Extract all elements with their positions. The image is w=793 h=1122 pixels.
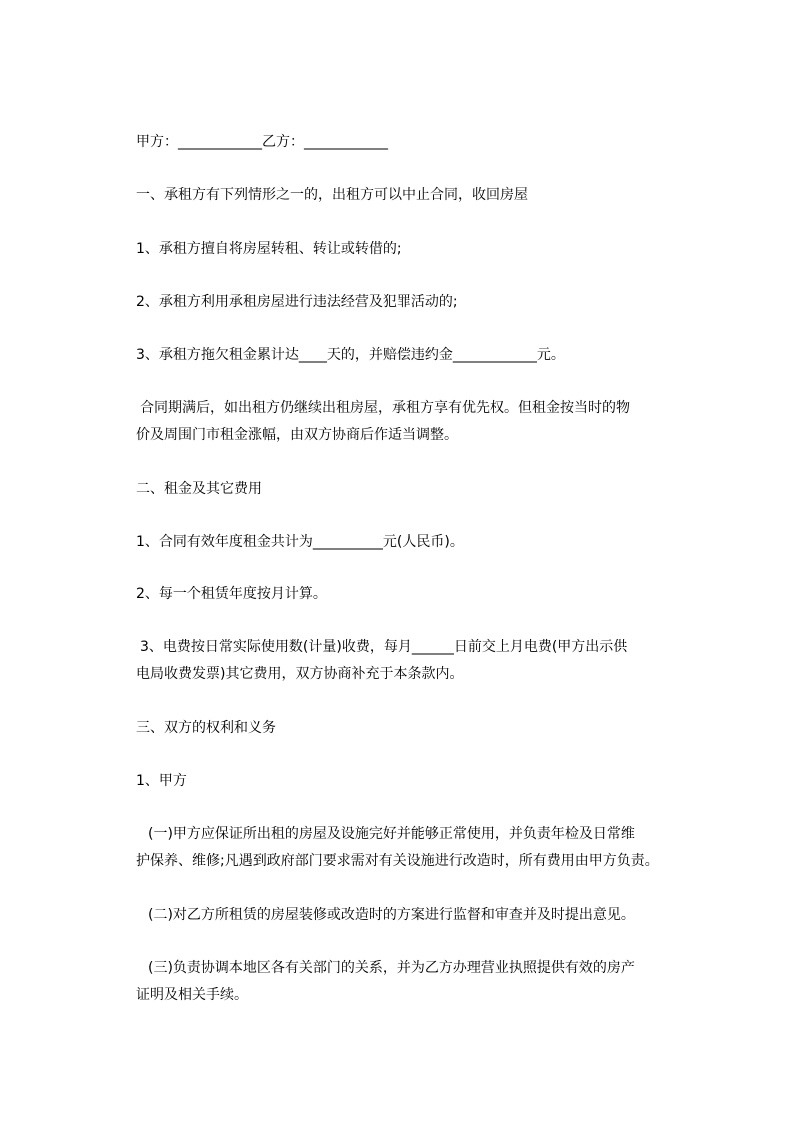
- renewal-line-2: 价及周围门市租金涨幅，由双方协商后作适当调整。: [136, 427, 458, 443]
- section2-title: 二、租金及其它费用: [136, 481, 262, 497]
- section3-title: 三、双方的权利和义务: [136, 720, 276, 736]
- section2-item2: 2、每一个租赁年度按月计算。: [136, 586, 327, 602]
- section1-item1: 1、承租方擅自将房屋转租、转让或转借的;: [136, 241, 402, 257]
- clause-1-line-1: (一)甲方应保证所出租的房屋及设施完好并能够正常使用，并负责年检及日常维: [148, 826, 635, 842]
- section2-item3-line-1: 3、电费按日常实际使用数(计量)收费，每月______日前交上月电费(甲方出示供: [140, 639, 628, 655]
- section1-item2: 2、承租方利用承租房屋进行违法经营及犯罪活动的;: [136, 294, 458, 310]
- clause-3-line-1: (三)负责协调本地区各有关部门的关系，并为乙方办理营业执照提供有效的房产: [148, 960, 635, 976]
- parties-line: 甲方：____________乙方：____________: [136, 134, 388, 150]
- clause-1-line-2: 护保养、维修;凡遇到政府部门要求需对有关设施进行改造时，所有费用由甲方负责。: [136, 853, 659, 869]
- clause-3-line-2: 证明及相关手续。: [136, 987, 248, 1003]
- section1-title: 一、承租方有下列情形之一的，出租方可以中止合同，收回房屋: [136, 187, 528, 203]
- section2-item3-line-2: 电局收费发票)其它费用，双方协商补充于本条款内。: [136, 666, 464, 682]
- section3-party-a: 1、甲方: [136, 773, 187, 789]
- renewal-line-1: 合同期满后，如出租方仍继续出租房屋，承租方享有优先权。但租金按当时的物: [140, 400, 630, 416]
- section2-item1: 1、合同有效年度租金共计为__________元(人民币)。: [136, 534, 464, 550]
- section1-item3: 3、承租方拖欠租金累计达____天的，并赔偿违约金____________元。: [136, 347, 565, 363]
- clause-2: (二)对乙方所租赁的房屋装修或改造时的方案进行监督和审查并及时提出意见。: [148, 907, 635, 923]
